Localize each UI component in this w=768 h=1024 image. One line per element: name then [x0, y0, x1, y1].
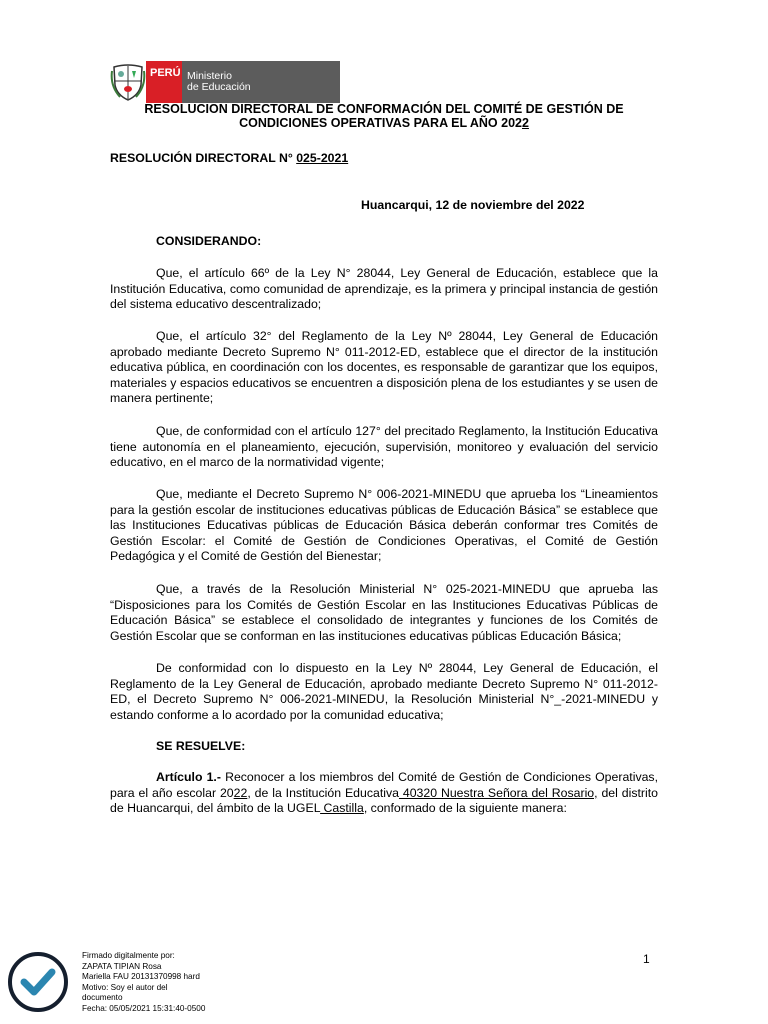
article-1-label: Artículo 1.-: [156, 770, 221, 784]
title-line-2-text: CONDICIONES OPERATIVAS PARA EL AÑO 202: [239, 116, 522, 130]
se-resuelve-heading: SE RESUELVE:: [156, 739, 246, 753]
digital-signature-info: [82, 951, 205, 1015]
paragraph-4: Que, mediante el Decreto Supremo N° 006-2021-MINEDU que aprueba los “Lineamientos para la gestión escolar de instituciones educativas públicas de Educación Básica” se establece que las Instituciones Educativas públicas de Educación Básica deberán conformar tres Comités de Gestión Escolar: el Comité de Gestión de Condiciones Operativas, el Comité de Gestión Pedagógica y el Comité de Gestión del Bienestar;: [110, 487, 658, 564]
title-line-2: [110, 116, 658, 130]
signature-line-2: ZAPATA TIPIAN Rosa: [82, 961, 162, 971]
resolution-number: 025-2021: [296, 151, 349, 165]
article-1-ugel: Castilla: [320, 801, 364, 816]
date-line: Huancarqui, 12 de noviembre del 2022: [361, 198, 585, 212]
article-1-school-name: 40320 Nuestra Señora del Rosario,: [398, 785, 598, 800]
resolution-number-line: [110, 151, 348, 167]
article-1-text-d: , conformado de la siguiente manera:: [363, 801, 567, 816]
article-1-text-b: , de la Institución Educativa: [247, 785, 399, 800]
signature-line-4: Motivo: Soy el autor del: [82, 982, 168, 992]
digital-signature-check-icon: [8, 952, 68, 1012]
signature-line-6: Fecha: 05/05/2021 15:31:40-0500: [82, 1003, 206, 1013]
logo-ministry-label: [182, 61, 340, 103]
signature-line-3: Mariella FAU 20131370998 hard: [82, 972, 200, 982]
ministry-logo: [110, 61, 340, 103]
document-title: [110, 102, 658, 130]
peru-coat-of-arms-icon: [110, 61, 146, 103]
considerando-heading: CONSIDERANDO:: [156, 234, 262, 248]
logo-ministry-line1: Ministerio: [187, 70, 232, 82]
paragraph-5: Que, a través de la Resolución Ministerial N° 025-2021-MINEDU que aprueba las “Disposiciones para los Comités de Gestión Escolar en las Instituciones Educativas Públicas de Educación Básica” se establece el consolidado de integrantes y funciones de los Comités de Gestión Escolar que se conforman en las instituciones educativas públicas Educación Básica;: [110, 582, 658, 643]
paragraph-6: De conformidad con lo dispuesto en la Ley Nº 28044, Ley General de Educación, el Reglamento de la Ley General de Educación, aprobado mediante Decreto Supremo N° 011-2012-ED, el Decreto Supremo N° 006-2021-MINEDU, la Resolución Ministerial N°_-2021-MINEDU y estando conforme a lo acordado por la comunidad educativa;: [110, 661, 658, 722]
logo-ministry-line2: de Educación: [187, 81, 251, 93]
title-year-suffix: 2: [521, 116, 529, 130]
signature-line-1: Firmado digitalmente por:: [82, 951, 175, 960]
resolution-label: RESOLUCIÓN DIRECTORAL N°: [110, 151, 293, 165]
logo-peru-label: PERÚ: [146, 61, 182, 103]
title-line-1: RESOLUCION DIRECTORAL DE CONFORMACIÓN DEL COMITÉ DE GESTIÓN DE: [144, 102, 624, 116]
page-number: 1: [643, 952, 650, 966]
article-1: [110, 770, 658, 817]
paragraph-1: Que, el artículo 66º de la Ley N° 28044, Ley General de Educación, establece que la Institución Educativa, como comunidad de aprendizaje, es la primera y principal instancia de gestión del sistema educativo descentralizado;: [110, 266, 658, 312]
signature-line-5: documento: [82, 993, 123, 1003]
article-1-text-a: Reconocer a los miembros del Comité de Gestión de Condiciones Operativas, para el año escolar 20: [110, 770, 658, 800]
paragraph-3: Que, de conformidad con el artículo 127° del precitado Reglamento, la Institución Educativa tiene autonomía en el planeamiento, ejecución, supervisión, monitoreo y evaluación del servicio educativo, en el marco de la normatividad vigente;: [110, 424, 658, 470]
paragraph-2: Que, el artículo 32° del Reglamento de la Ley Nº 28044, Ley General de Educación aprobado mediante Decreto Supremo N° 011-2012-ED, establece que el director de la institución educativa pública, en coordinación con los docentes, es responsable de garantizar que los equipos, materiales y espacios educativos se encuentren a disposición plena de los estudiantes y se usen de manera pertinente;: [110, 329, 658, 406]
article-1-text-c: del distrito de Huancarqui, del ámbito de la UGEL: [110, 785, 658, 816]
article-1-year: 22: [233, 785, 248, 800]
